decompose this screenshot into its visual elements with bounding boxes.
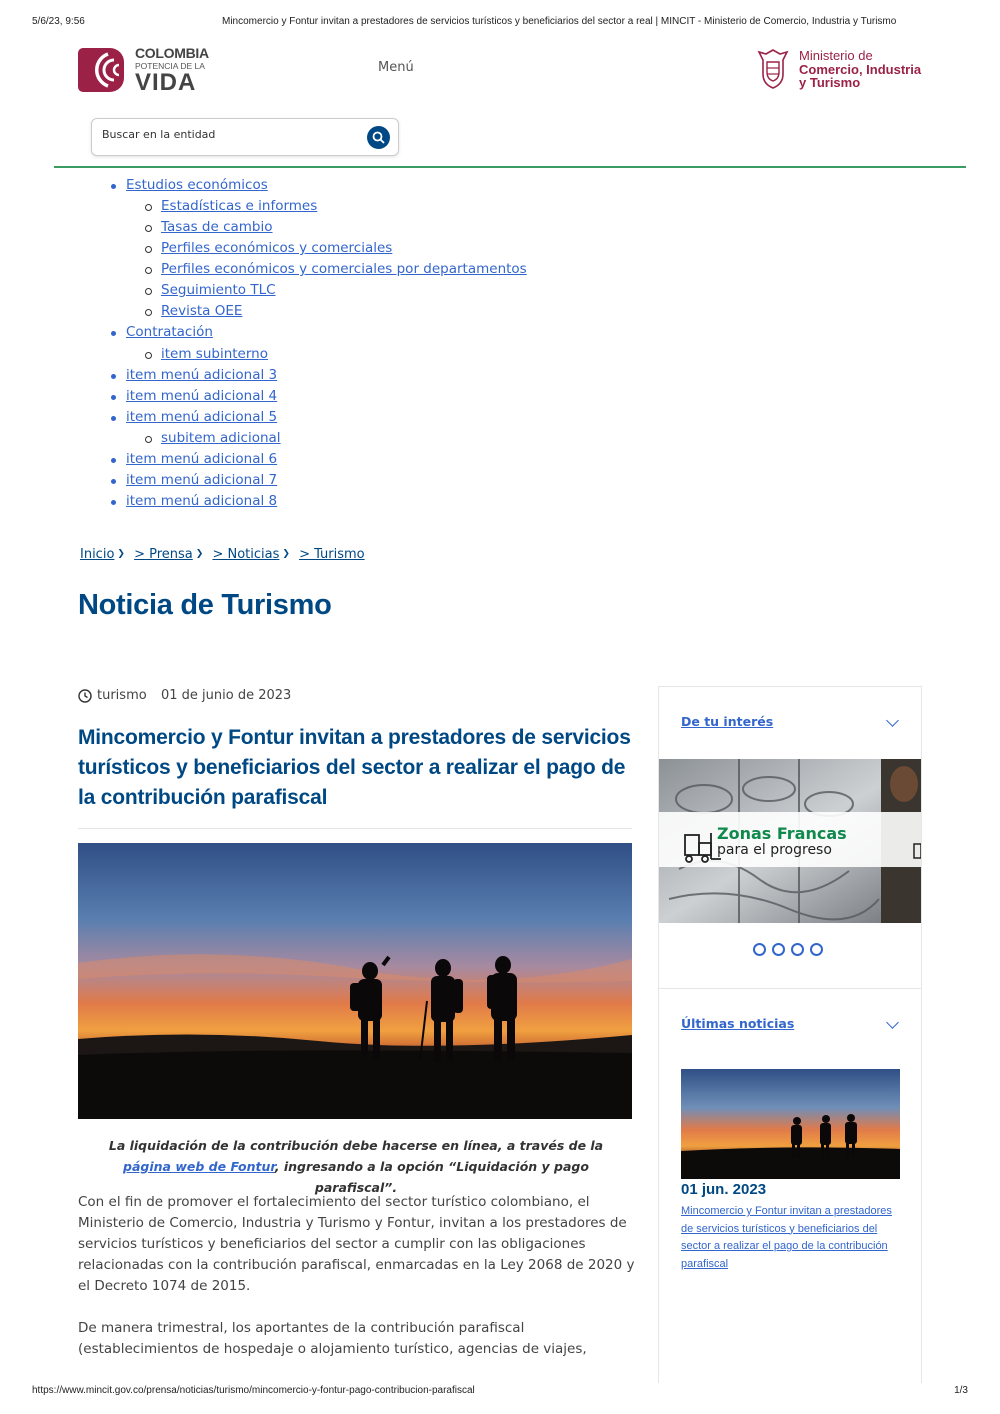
nav-item[interactable] <box>161 346 268 362</box>
nav-item-label: Revista OEE <box>161 303 243 320</box>
nav-item[interactable] <box>161 282 276 298</box>
fontur-link[interactable]: página web de Fontur <box>123 1159 275 1174</box>
nav-item[interactable] <box>126 177 268 193</box>
breadcrumb-separator-icon: ❯ <box>282 549 290 559</box>
logo-mark-icon <box>78 48 124 92</box>
page-title: Noticia de Turismo <box>78 589 332 621</box>
clock-icon <box>78 689 92 703</box>
interest-accordion-header[interactable]: De tu interés <box>681 714 774 729</box>
print-datetime: 5/6/23, 9:56 <box>32 16 85 27</box>
nav-item-label: Estudios económicos <box>126 177 268 193</box>
article-category: turismo <box>97 688 147 703</box>
nav-item[interactable] <box>126 409 277 425</box>
circle-bullet-icon <box>145 246 152 253</box>
article-paragraph: De manera trimestral, los aportantes de la contribución parafiscal (establecimientos de hospedaje o alojamiento turístico, agencias de viajes, <box>78 1320 587 1357</box>
breadcrumb-noticias[interactable]: > Noticias <box>212 547 280 562</box>
menu-toggle[interactable]: Menú <box>378 60 414 75</box>
banner-title: Zonas Francas <box>717 824 847 843</box>
nav-item-label: Tasas de cambio <box>161 219 273 236</box>
nav-item-label: Seguimiento TLC <box>161 282 276 299</box>
breadcrumb-home[interactable]: Inicio <box>80 547 115 562</box>
nav-item[interactable] <box>161 303 242 319</box>
logo-line-3: VIDA <box>135 69 197 96</box>
article-paragraph: Con el fin de promover el fortalecimiento del sector turístico colombiano, el Ministerio de Comercio, Industria y Turismo y Fontur, invitan a los prestadores de servicios turísticos y beneficiarios del sector a cumplir con las obligaciones relacionadas con la contribución parafiscal, enmarcadas en la Ley 2068 de 2020 y el Decreto 1074 de 2015. <box>78 1194 635 1294</box>
search-button[interactable] <box>367 126 390 149</box>
nav-item-label: subitem adicional <box>161 429 281 446</box>
breadcrumb-separator-icon: ❯ <box>195 549 204 559</box>
circle-bullet-icon <box>145 436 152 443</box>
search-input[interactable] <box>102 128 352 141</box>
nav-item[interactable] <box>161 430 281 446</box>
circle-bullet-icon <box>145 309 152 316</box>
nav-item[interactable] <box>126 388 277 404</box>
logo-line-2: POTENCIA DE LA <box>135 61 205 71</box>
bullet-icon <box>111 184 116 189</box>
print-page-title: Mincomercio y Fontur invitan a prestadores de servicios turísticos y beneficiarios del sector a real | MINCIT - Ministerio de Comercio, Industria y Turismo <box>222 16 897 27</box>
breadcrumb <box>80 547 365 562</box>
latest-news-accordion-header[interactable]: Últimas noticias <box>681 1016 795 1031</box>
caption-text-before: La liquidación de la contribución debe hacerse en línea, a través de la <box>108 1138 604 1153</box>
print-url: https://www.mincit.gov.co/prensa/noticias/turismo/mincomercio-y-fontur-pago-contribucion-parafiscal <box>32 1385 475 1396</box>
bullet-icon <box>111 458 116 463</box>
breadcrumb-prensa[interactable]: > Prensa <box>134 547 193 562</box>
nav-item[interactable] <box>126 493 277 509</box>
ministry-line-3: y Turismo <box>799 75 861 90</box>
print-footer <box>32 1385 968 1396</box>
coat-of-arms-icon <box>755 48 791 90</box>
latest-news-panel <box>658 988 922 1383</box>
search-icon <box>372 131 385 144</box>
ministry-line-2: Comercio, Industria <box>799 62 922 77</box>
circle-bullet-icon <box>145 225 152 232</box>
news-date: 01 jun. 2023 <box>681 1181 767 1198</box>
nav-item-label: item menú adicional 5 <box>126 408 278 425</box>
ministry-line-1: Ministerio de <box>799 48 873 63</box>
article-title: Mincomercio y Fontur invitan a prestadores de servicios turísticos y beneficiarios del sector a realizar el pago de la contribución parafiscal <box>78 726 631 809</box>
nav-item[interactable] <box>161 240 392 256</box>
nav-item-label: item menú adicional 8 <box>126 493 278 510</box>
hero-image <box>78 843 632 1119</box>
breadcrumb-turismo[interactable]: > Turismo <box>299 547 365 562</box>
nav-item[interactable] <box>126 472 277 488</box>
caption-text-after: , ingresando a la opción “Liquidación y pago parafiscal”. <box>274 1159 589 1195</box>
image-caption <box>86 1135 626 1198</box>
chevron-down-icon[interactable] <box>886 1016 899 1029</box>
bullet-icon <box>111 479 116 484</box>
bullet-icon <box>111 416 116 421</box>
nav-item-label: Perfiles económicos y comerciales por departamentos <box>161 261 527 278</box>
colombia-logo[interactable] <box>78 45 208 95</box>
carousel-dot[interactable] <box>753 943 766 956</box>
carousel-dots <box>753 943 823 956</box>
nav-item[interactable] <box>126 451 277 467</box>
nav-item-label: item menú adicional 6 <box>126 450 278 467</box>
header-divider <box>54 166 966 168</box>
zonas-francas-banner[interactable] <box>659 759 921 923</box>
news-link[interactable]: Mincomercio y Fontur invitan a prestadores de servicios turísticos y beneficiarios del sector a realizar el pago de la contribución parafiscal <box>681 1205 892 1270</box>
article-date: 01 de junio de 2023 <box>161 688 292 703</box>
print-page-number: 1/3 <box>954 1385 968 1396</box>
bullet-icon <box>111 331 116 336</box>
bullet-icon <box>111 395 116 400</box>
interest-panel <box>658 686 922 988</box>
nav-item-label: item menú adicional 3 <box>126 366 278 383</box>
nav-item-label: Perfiles económicos y comerciales <box>161 240 393 257</box>
nav-item-label: item subinterno <box>161 345 268 362</box>
circle-bullet-icon <box>145 352 152 359</box>
nav-item-label: item menú adicional 7 <box>126 471 278 488</box>
logo-line-1: COLOMBIA <box>135 45 209 61</box>
search-box <box>91 118 399 156</box>
breadcrumb-separator-icon: ❯ <box>117 549 125 559</box>
bullet-icon <box>111 500 116 505</box>
nav-item[interactable] <box>161 261 527 277</box>
banner-subtitle: para el progreso <box>717 842 832 858</box>
nav-item[interactable] <box>126 324 213 340</box>
carousel-dot[interactable] <box>810 943 823 956</box>
nav-item[interactable] <box>161 219 273 235</box>
ministry-logo[interactable] <box>755 48 925 92</box>
chevron-down-icon[interactable] <box>886 714 899 727</box>
news-thumbnail[interactable] <box>681 1069 900 1179</box>
circle-bullet-icon <box>145 267 152 274</box>
nav-item[interactable] <box>126 367 277 383</box>
circle-bullet-icon <box>145 288 152 295</box>
nav-item-label: item menú adicional 4 <box>126 387 278 404</box>
bullet-icon <box>111 374 116 379</box>
nav-item-label: Estadísticas e informes <box>161 198 318 215</box>
title-divider <box>78 828 632 829</box>
carousel-dot[interactable] <box>772 943 785 956</box>
circle-bullet-icon <box>145 204 152 211</box>
nav-item-label: Contratación <box>126 324 213 341</box>
carousel-dot[interactable] <box>791 943 804 956</box>
nav-item[interactable] <box>161 198 317 214</box>
